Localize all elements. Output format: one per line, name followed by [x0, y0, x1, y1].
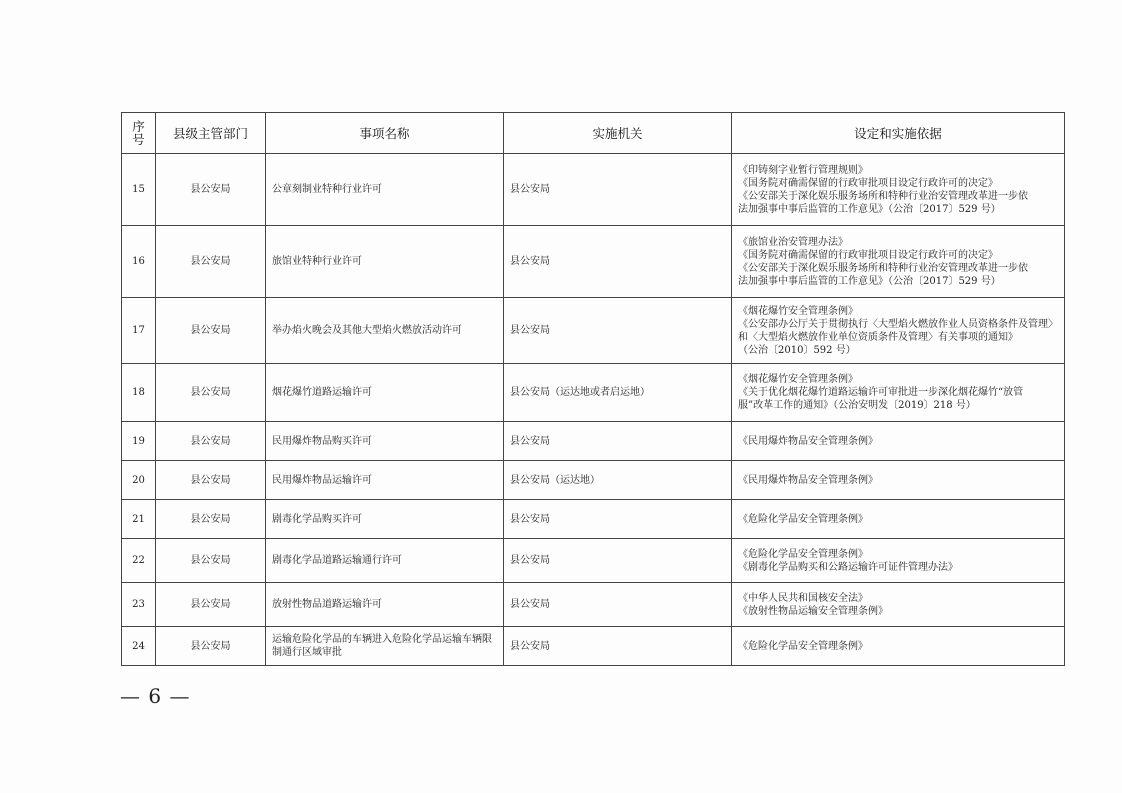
header-seq: 序号 — [122, 113, 156, 154]
row-basis — [732, 298, 1065, 364]
row-agency: 县公安局（运达地） — [504, 461, 732, 500]
table-row — [122, 627, 1065, 666]
row-basis — [732, 154, 1065, 226]
header-name: 事项名称 — [266, 113, 504, 154]
basis-line: 《危险化学品安全管理条例》 — [738, 640, 868, 652]
row-dept: 县公安局 — [156, 583, 266, 627]
row-seq: 19 — [122, 422, 156, 461]
table-row — [122, 298, 1065, 364]
table-body — [122, 154, 1065, 666]
basis-line: 《民用爆炸物品安全管理条例》 — [738, 474, 878, 486]
row-dept: 县公安局 — [156, 461, 266, 500]
basis-line: 《放射性物品运输安全管理条例》 — [738, 605, 888, 617]
row-agency: 县公安局（运达地或者启运地） — [504, 364, 732, 422]
basis-line: 服”改革工作的通知》（公治安明发〔2019〕218 号） — [738, 400, 976, 411]
row-name: 烟花爆竹道路运输许可 — [266, 364, 504, 422]
row-dept: 县公安局 — [156, 226, 266, 298]
row-seq: 22 — [122, 539, 156, 583]
basis-line: 《旅馆业治安管理办法》 — [738, 236, 848, 248]
row-name: 运输危险化学品的车辆进入危险化学品运输车辆限制通行区域审批 — [266, 627, 504, 666]
row-name: 剧毒化学品购买许可 — [266, 500, 504, 539]
row-seq: 24 — [122, 627, 156, 666]
row-basis — [732, 461, 1065, 500]
row-agency: 县公安局 — [504, 539, 732, 583]
basis-line: 《危险化学品安全管理条例》 — [738, 548, 868, 560]
header-dept: 县级主管部门 — [156, 113, 266, 154]
basis-line: 《国务院对确需保留的行政审批项目设定行政许可的决定》 — [738, 177, 998, 189]
row-name: 民用爆炸物品购买许可 — [266, 422, 504, 461]
row-agency: 县公安局 — [504, 298, 732, 364]
row-agency: 县公安局 — [504, 583, 732, 627]
table-row — [122, 461, 1065, 500]
basis-line: 法加强事中事后监管的工作意见》（公治〔2017〕529 号） — [738, 203, 1001, 215]
table-row — [122, 364, 1065, 422]
row-basis — [732, 539, 1065, 583]
row-name: 公章刻制业特种行业许可 — [266, 154, 504, 226]
basis-line: 《剧毒化学品购买和公路运输许可证件管理办法》 — [738, 561, 958, 573]
row-seq: 23 — [122, 583, 156, 627]
basis-line: 《民用爆炸物品安全管理条例》 — [738, 435, 878, 447]
table-row — [122, 583, 1065, 627]
basis-line: 《危险化学品安全管理条例》 — [738, 513, 868, 525]
table-row — [122, 226, 1065, 298]
header-basis: 设定和实施依据 — [732, 113, 1065, 154]
row-dept: 县公安局 — [156, 627, 266, 666]
row-dept: 县公安局 — [156, 364, 266, 422]
row-agency: 县公安局 — [504, 226, 732, 298]
row-basis — [732, 422, 1065, 461]
row-seq: 20 — [122, 461, 156, 500]
basis-line: 法加强事中事后监管的工作意见》（公治〔2017〕529 号） — [738, 275, 1001, 287]
basis-line: 《公安部关于深化娱乐服务场所和特种行业治安管理改革进一步依 — [738, 190, 1028, 202]
row-agency: 县公安局 — [504, 154, 732, 226]
row-agency: 县公安局 — [504, 422, 732, 461]
row-dept: 县公安局 — [156, 154, 266, 226]
row-dept: 县公安局 — [156, 422, 266, 461]
row-basis — [732, 364, 1065, 422]
row-seq: 15 — [122, 154, 156, 226]
row-basis — [732, 500, 1065, 539]
basis-line: 和〈大型焰火燃放作业单位资质条件及管理〉有关事项的通知》 — [738, 331, 1018, 343]
basis-line: （公治〔2010〕592 号） — [738, 344, 856, 356]
row-basis — [732, 583, 1065, 627]
basis-line: 《国务院对确需保留的行政审批项目设定行政许可的决定》 — [738, 249, 998, 261]
row-seq: 16 — [122, 226, 156, 298]
table-header-row — [122, 113, 1065, 154]
row-agency: 县公安局 — [504, 627, 732, 666]
table-row — [122, 539, 1065, 583]
row-seq: 18 — [122, 364, 156, 422]
row-basis — [732, 226, 1065, 298]
row-dept: 县公安局 — [156, 539, 266, 583]
basis-line: 《公安部关于深化娱乐服务场所和特种行业治安管理改革进一步依 — [738, 262, 1028, 274]
basis-line: 《烟花爆竹安全管理条例》 — [738, 374, 858, 385]
row-basis — [732, 627, 1065, 666]
row-seq: 17 — [122, 298, 156, 364]
basis-line: 《关于优化烟花爆竹道路运输许可审批进一步深化烟花爆竹“放管 — [738, 387, 1024, 398]
row-dept: 县公安局 — [156, 500, 266, 539]
row-name: 举办焰火晚会及其他大型焰火燃放活动许可 — [266, 298, 504, 364]
header-agency: 实施机关 — [504, 113, 732, 154]
table-row — [122, 154, 1065, 226]
row-dept: 县公安局 — [156, 298, 266, 364]
row-seq: 21 — [122, 500, 156, 539]
basis-line: 《中华人民共和国核安全法》 — [738, 592, 868, 604]
basis-line: 《公安部办公厅关于贯彻执行〈大型焰火燃放作业人员资格条件及管理〉 — [738, 318, 1058, 330]
basis-line: 《印铸刻字业暂行管理规则》 — [738, 164, 868, 176]
row-name: 民用爆炸物品运输许可 — [266, 461, 504, 500]
table-row — [122, 500, 1065, 539]
row-name: 剧毒化学品道路运输通行许可 — [266, 539, 504, 583]
page-number: — 6 — — [120, 684, 191, 708]
row-agency: 县公安局 — [504, 500, 732, 539]
permit-table — [121, 112, 1065, 666]
row-name: 放射性物品道路运输许可 — [266, 583, 504, 627]
row-name: 旅馆业特种行业许可 — [266, 226, 504, 298]
table-row — [122, 422, 1065, 461]
basis-line: 《烟花爆竹安全管理条例》 — [738, 305, 858, 317]
